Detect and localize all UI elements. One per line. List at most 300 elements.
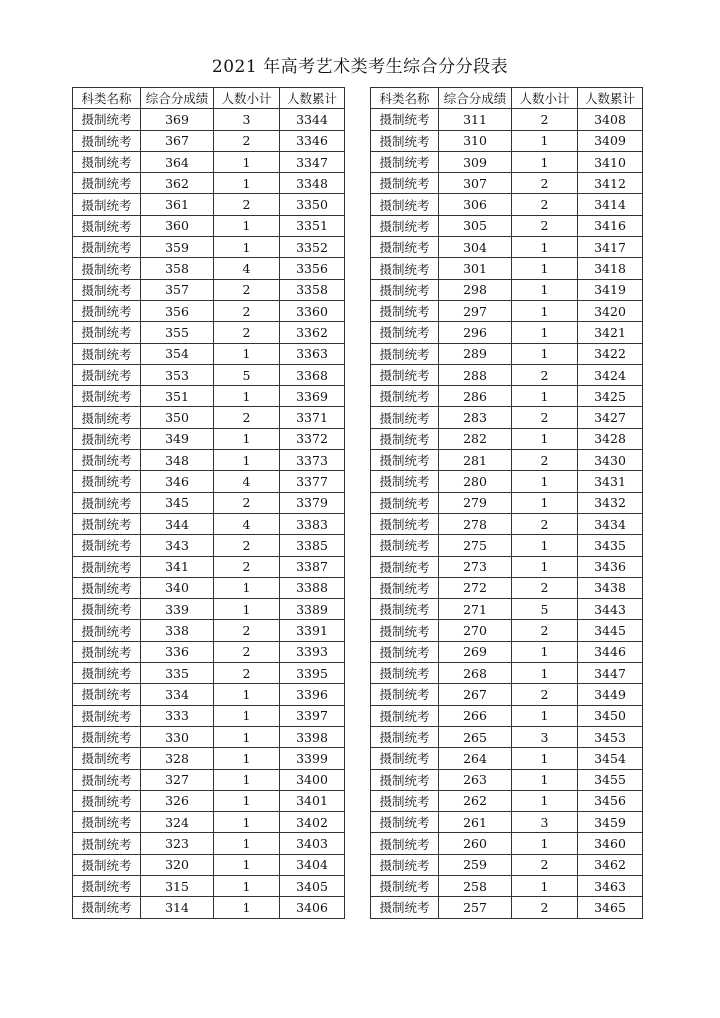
cell-count: 1 (512, 705, 578, 726)
cell-category: 摄制统考 (371, 151, 439, 172)
cell-score: 360 (141, 215, 214, 236)
cell-count: 2 (214, 492, 280, 513)
header-score: 综合分成绩 (141, 88, 214, 109)
cell-cumulative: 3422 (578, 343, 643, 364)
cell-count: 1 (214, 237, 280, 258)
cell-score: 330 (141, 726, 214, 747)
cell-category: 摄制统考 (73, 151, 141, 172)
cell-score: 280 (439, 471, 512, 492)
cell-cumulative: 3447 (578, 663, 643, 684)
cell-count: 1 (512, 151, 578, 172)
cell-count: 1 (214, 386, 280, 407)
cell-category: 摄制统考 (371, 790, 439, 811)
cell-cumulative: 3416 (578, 215, 643, 236)
cell-category: 摄制统考 (73, 577, 141, 598)
cell-count: 1 (512, 875, 578, 896)
cell-score: 306 (439, 194, 512, 215)
cell-category: 摄制统考 (73, 599, 141, 620)
cell-score: 362 (141, 173, 214, 194)
table-row (73, 812, 345, 833)
table-row (371, 343, 643, 364)
cell-score: 272 (439, 577, 512, 598)
cell-cumulative: 3446 (578, 641, 643, 662)
cell-cumulative: 3454 (578, 748, 643, 769)
cell-category: 摄制统考 (371, 556, 439, 577)
cell-count: 1 (512, 641, 578, 662)
cell-count: 2 (214, 130, 280, 151)
cell-score: 289 (439, 343, 512, 364)
cell-count: 2 (214, 663, 280, 684)
cell-score: 340 (141, 577, 214, 598)
cell-score: 349 (141, 428, 214, 449)
cell-score: 309 (439, 151, 512, 172)
cell-cumulative: 3352 (280, 237, 345, 258)
cell-count: 1 (512, 663, 578, 684)
cell-score: 298 (439, 279, 512, 300)
cell-cumulative: 3391 (280, 620, 345, 641)
cell-category: 摄制统考 (371, 450, 439, 471)
cell-category: 摄制统考 (371, 641, 439, 662)
table-row (371, 471, 643, 492)
cell-score: 351 (141, 386, 214, 407)
cell-score: 355 (141, 322, 214, 343)
cell-score: 344 (141, 513, 214, 534)
cell-count: 1 (512, 790, 578, 811)
cell-count: 1 (214, 599, 280, 620)
cell-score: 307 (439, 173, 512, 194)
cell-category: 摄制统考 (73, 109, 141, 130)
table-row (371, 215, 643, 236)
cell-cumulative: 3431 (578, 471, 643, 492)
cell-count: 1 (512, 300, 578, 321)
cell-count: 1 (214, 854, 280, 875)
cell-cumulative: 3379 (280, 492, 345, 513)
cell-cumulative: 3438 (578, 577, 643, 598)
header-category: 科类名称 (73, 88, 141, 109)
table-row (73, 577, 345, 598)
cell-score: 333 (141, 705, 214, 726)
cell-category: 摄制统考 (73, 237, 141, 258)
cell-count: 4 (214, 258, 280, 279)
cell-score: 336 (141, 641, 214, 662)
cell-count: 1 (512, 322, 578, 343)
cell-count: 1 (214, 684, 280, 705)
table-row (73, 471, 345, 492)
table-row (73, 322, 345, 343)
cell-score: 311 (439, 109, 512, 130)
cell-cumulative: 3406 (280, 897, 345, 918)
cell-score: 367 (141, 130, 214, 151)
cell-cumulative: 3456 (578, 790, 643, 811)
cell-count: 1 (214, 875, 280, 896)
table-row (73, 237, 345, 258)
cell-cumulative: 3445 (578, 620, 643, 641)
cell-cumulative: 3358 (280, 279, 345, 300)
cell-category: 摄制统考 (73, 854, 141, 875)
table-row (73, 386, 345, 407)
table-row (73, 726, 345, 747)
table-row (73, 151, 345, 172)
cell-count: 1 (214, 897, 280, 918)
cell-cumulative: 3402 (280, 812, 345, 833)
cell-cumulative: 3362 (280, 322, 345, 343)
cell-category: 摄制统考 (371, 684, 439, 705)
cell-category: 摄制统考 (73, 300, 141, 321)
cell-category: 摄制统考 (371, 705, 439, 726)
cell-cumulative: 3356 (280, 258, 345, 279)
cell-count: 1 (214, 790, 280, 811)
cell-cumulative: 3455 (578, 769, 643, 790)
cell-count: 2 (214, 322, 280, 343)
cell-cumulative: 3432 (578, 492, 643, 513)
cell-cumulative: 3389 (280, 599, 345, 620)
table-row (371, 450, 643, 471)
table-row (371, 812, 643, 833)
cell-score: 269 (439, 641, 512, 662)
cell-cumulative: 3420 (578, 300, 643, 321)
cell-category: 摄制统考 (371, 897, 439, 918)
cell-cumulative: 3435 (578, 535, 643, 556)
cell-score: 356 (141, 300, 214, 321)
cell-category: 摄制统考 (371, 854, 439, 875)
cell-cumulative: 3347 (280, 151, 345, 172)
cell-count: 2 (512, 364, 578, 385)
cell-category: 摄制统考 (73, 897, 141, 918)
cell-cumulative: 3369 (280, 386, 345, 407)
cell-score: 305 (439, 215, 512, 236)
cell-category: 摄制统考 (73, 748, 141, 769)
cell-count: 1 (512, 769, 578, 790)
cell-cumulative: 3428 (578, 428, 643, 449)
header-count: 人数小计 (214, 88, 280, 109)
cell-category: 摄制统考 (371, 748, 439, 769)
cell-category: 摄制统考 (73, 663, 141, 684)
cell-count: 1 (512, 428, 578, 449)
cell-count: 1 (512, 258, 578, 279)
cell-category: 摄制统考 (73, 556, 141, 577)
cell-cumulative: 3400 (280, 769, 345, 790)
cell-cumulative: 3388 (280, 577, 345, 598)
cell-cumulative: 3368 (280, 364, 345, 385)
cell-cumulative: 3396 (280, 684, 345, 705)
table-row (371, 641, 643, 662)
cell-category: 摄制统考 (371, 109, 439, 130)
cell-category: 摄制统考 (73, 215, 141, 236)
cell-score: 264 (439, 748, 512, 769)
cell-cumulative: 3424 (578, 364, 643, 385)
table-row (371, 748, 643, 769)
cell-score: 339 (141, 599, 214, 620)
cell-category: 摄制统考 (73, 407, 141, 428)
table-row (73, 556, 345, 577)
score-table-left (72, 87, 345, 919)
header-count: 人数小计 (512, 88, 578, 109)
table-row (371, 769, 643, 790)
cell-score: 257 (439, 897, 512, 918)
cell-cumulative: 3383 (280, 513, 345, 534)
table-row (73, 513, 345, 534)
table-row (73, 641, 345, 662)
cell-score: 263 (439, 769, 512, 790)
cell-count: 2 (512, 407, 578, 428)
cell-score: 301 (439, 258, 512, 279)
table-row (73, 875, 345, 896)
table-row (73, 599, 345, 620)
cell-count: 2 (512, 577, 578, 598)
cell-cumulative: 3404 (280, 854, 345, 875)
cell-score: 304 (439, 237, 512, 258)
cell-score: 327 (141, 769, 214, 790)
cell-category: 摄制统考 (371, 577, 439, 598)
cell-category: 摄制统考 (73, 726, 141, 747)
table-row (73, 279, 345, 300)
table-row (371, 790, 643, 811)
cell-count: 1 (214, 705, 280, 726)
cell-score: 261 (439, 812, 512, 833)
cell-score: 334 (141, 684, 214, 705)
table-row (73, 769, 345, 790)
table-row (371, 854, 643, 875)
cell-category: 摄制统考 (371, 279, 439, 300)
cell-score: 273 (439, 556, 512, 577)
table-row (73, 364, 345, 385)
table-row (371, 492, 643, 513)
table-row (73, 833, 345, 854)
cell-score: 357 (141, 279, 214, 300)
cell-cumulative: 3398 (280, 726, 345, 747)
cell-count: 2 (214, 300, 280, 321)
table-row (73, 300, 345, 321)
table-row (73, 194, 345, 215)
cell-count: 2 (512, 173, 578, 194)
cell-category: 摄制统考 (73, 812, 141, 833)
cell-cumulative: 3363 (280, 343, 345, 364)
cell-count: 1 (512, 237, 578, 258)
cell-category: 摄制统考 (73, 364, 141, 385)
cell-count: 2 (512, 194, 578, 215)
cell-score: 282 (439, 428, 512, 449)
cell-score: 258 (439, 875, 512, 896)
cell-score: 314 (141, 897, 214, 918)
table-row (371, 535, 643, 556)
table-row (73, 407, 345, 428)
table-row (73, 748, 345, 769)
cell-cumulative: 3360 (280, 300, 345, 321)
cell-cumulative: 3453 (578, 726, 643, 747)
cell-category: 摄制统考 (371, 130, 439, 151)
cell-score: 320 (141, 854, 214, 875)
cell-score: 278 (439, 513, 512, 534)
table-row (371, 258, 643, 279)
cell-count: 2 (512, 513, 578, 534)
cell-cumulative: 3373 (280, 450, 345, 471)
cell-cumulative: 3460 (578, 833, 643, 854)
cell-score: 259 (439, 854, 512, 875)
table-row (371, 513, 643, 534)
cell-category: 摄制统考 (73, 513, 141, 534)
cell-category: 摄制统考 (73, 471, 141, 492)
cell-category: 摄制统考 (371, 386, 439, 407)
cell-count: 4 (214, 471, 280, 492)
cell-category: 摄制统考 (73, 322, 141, 343)
cell-cumulative: 3419 (578, 279, 643, 300)
cell-category: 摄制统考 (73, 258, 141, 279)
cell-count: 2 (214, 535, 280, 556)
cell-score: 358 (141, 258, 214, 279)
cell-category: 摄制统考 (73, 194, 141, 215)
cell-score: 296 (439, 322, 512, 343)
cell-score: 281 (439, 450, 512, 471)
cell-cumulative: 3395 (280, 663, 345, 684)
table-row (73, 258, 345, 279)
cell-score: 260 (439, 833, 512, 854)
cell-cumulative: 3417 (578, 237, 643, 258)
cell-score: 286 (439, 386, 512, 407)
cell-cumulative: 3351 (280, 215, 345, 236)
header-cumulative: 人数累计 (578, 88, 643, 109)
table-row (73, 343, 345, 364)
cell-count: 1 (214, 833, 280, 854)
cell-cumulative: 3399 (280, 748, 345, 769)
table-row (371, 620, 643, 641)
cell-score: 275 (439, 535, 512, 556)
table-row (73, 130, 345, 151)
cell-count: 1 (214, 769, 280, 790)
cell-category: 摄制统考 (371, 173, 439, 194)
cell-score: 369 (141, 109, 214, 130)
cell-score: 335 (141, 663, 214, 684)
cell-count: 2 (512, 897, 578, 918)
cell-cumulative: 3371 (280, 407, 345, 428)
table-row (73, 897, 345, 918)
cell-cumulative: 3348 (280, 173, 345, 194)
cell-category: 摄制统考 (371, 492, 439, 513)
cell-category: 摄制统考 (73, 279, 141, 300)
cell-category: 摄制统考 (371, 726, 439, 747)
cell-score: 324 (141, 812, 214, 833)
cell-category: 摄制统考 (73, 705, 141, 726)
cell-cumulative: 3414 (578, 194, 643, 215)
cell-category: 摄制统考 (371, 258, 439, 279)
cell-cumulative: 3425 (578, 386, 643, 407)
cell-count: 2 (512, 620, 578, 641)
cell-score: 359 (141, 237, 214, 258)
table-row (371, 194, 643, 215)
cell-category: 摄制统考 (371, 769, 439, 790)
cell-count: 1 (512, 833, 578, 854)
table-row (371, 833, 643, 854)
cell-score: 338 (141, 620, 214, 641)
cell-count: 1 (214, 577, 280, 598)
cell-cumulative: 3397 (280, 705, 345, 726)
cell-count: 1 (214, 151, 280, 172)
table-row (371, 322, 643, 343)
cell-cumulative: 3385 (280, 535, 345, 556)
header-category: 科类名称 (371, 88, 439, 109)
cell-cumulative: 3427 (578, 407, 643, 428)
cell-count: 1 (512, 386, 578, 407)
cell-count: 1 (512, 471, 578, 492)
cell-count: 1 (214, 215, 280, 236)
table-row (371, 726, 643, 747)
cell-score: 350 (141, 407, 214, 428)
table-row (371, 577, 643, 598)
cell-count: 1 (214, 450, 280, 471)
page-title: 2021 年高考艺术类考生综合分分段表 (211, 57, 509, 77)
cell-category: 摄制统考 (371, 322, 439, 343)
cell-category: 摄制统考 (371, 237, 439, 258)
cell-category: 摄制统考 (371, 513, 439, 534)
cell-count: 4 (214, 513, 280, 534)
cell-cumulative: 3450 (578, 705, 643, 726)
cell-count: 2 (512, 215, 578, 236)
cell-count: 2 (214, 407, 280, 428)
cell-category: 摄制统考 (371, 407, 439, 428)
cell-category: 摄制统考 (73, 535, 141, 556)
cell-cumulative: 3401 (280, 790, 345, 811)
cell-category: 摄制统考 (371, 663, 439, 684)
cell-count: 1 (512, 748, 578, 769)
cell-count: 2 (214, 279, 280, 300)
cell-count: 1 (214, 173, 280, 194)
cell-count: 1 (512, 556, 578, 577)
cell-cumulative: 3408 (578, 109, 643, 130)
cell-score: 279 (439, 492, 512, 513)
cell-category: 摄制统考 (73, 875, 141, 896)
table-row (371, 109, 643, 130)
table-row (73, 705, 345, 726)
cell-cumulative: 3465 (578, 897, 643, 918)
cell-category: 摄制统考 (371, 812, 439, 833)
cell-count: 3 (512, 726, 578, 747)
table-row (371, 599, 643, 620)
cell-cumulative: 3405 (280, 875, 345, 896)
cell-category: 摄制统考 (73, 641, 141, 662)
cell-cumulative: 3409 (578, 130, 643, 151)
table-row (371, 130, 643, 151)
cell-cumulative: 3436 (578, 556, 643, 577)
cell-category: 摄制统考 (73, 684, 141, 705)
cell-score: 288 (439, 364, 512, 385)
table-row (371, 364, 643, 385)
table-row (73, 109, 345, 130)
cell-count: 1 (214, 428, 280, 449)
cell-count: 2 (214, 194, 280, 215)
table-row (371, 875, 643, 896)
cell-score: 315 (141, 875, 214, 896)
cell-count: 5 (512, 599, 578, 620)
table-row (371, 663, 643, 684)
cell-count: 2 (512, 854, 578, 875)
table-row (371, 407, 643, 428)
table-row (371, 897, 643, 918)
cell-category: 摄制统考 (73, 450, 141, 471)
cell-cumulative: 3421 (578, 322, 643, 343)
cell-score: 323 (141, 833, 214, 854)
cell-score: 262 (439, 790, 512, 811)
cell-cumulative: 3430 (578, 450, 643, 471)
header-cumulative: 人数累计 (280, 88, 345, 109)
cell-cumulative: 3459 (578, 812, 643, 833)
cell-cumulative: 3443 (578, 599, 643, 620)
cell-score: 310 (439, 130, 512, 151)
cell-cumulative: 3344 (280, 109, 345, 130)
table-header-row (371, 88, 643, 109)
table-row (73, 492, 345, 513)
cell-cumulative: 3403 (280, 833, 345, 854)
cell-score: 265 (439, 726, 512, 747)
cell-score: 326 (141, 790, 214, 811)
